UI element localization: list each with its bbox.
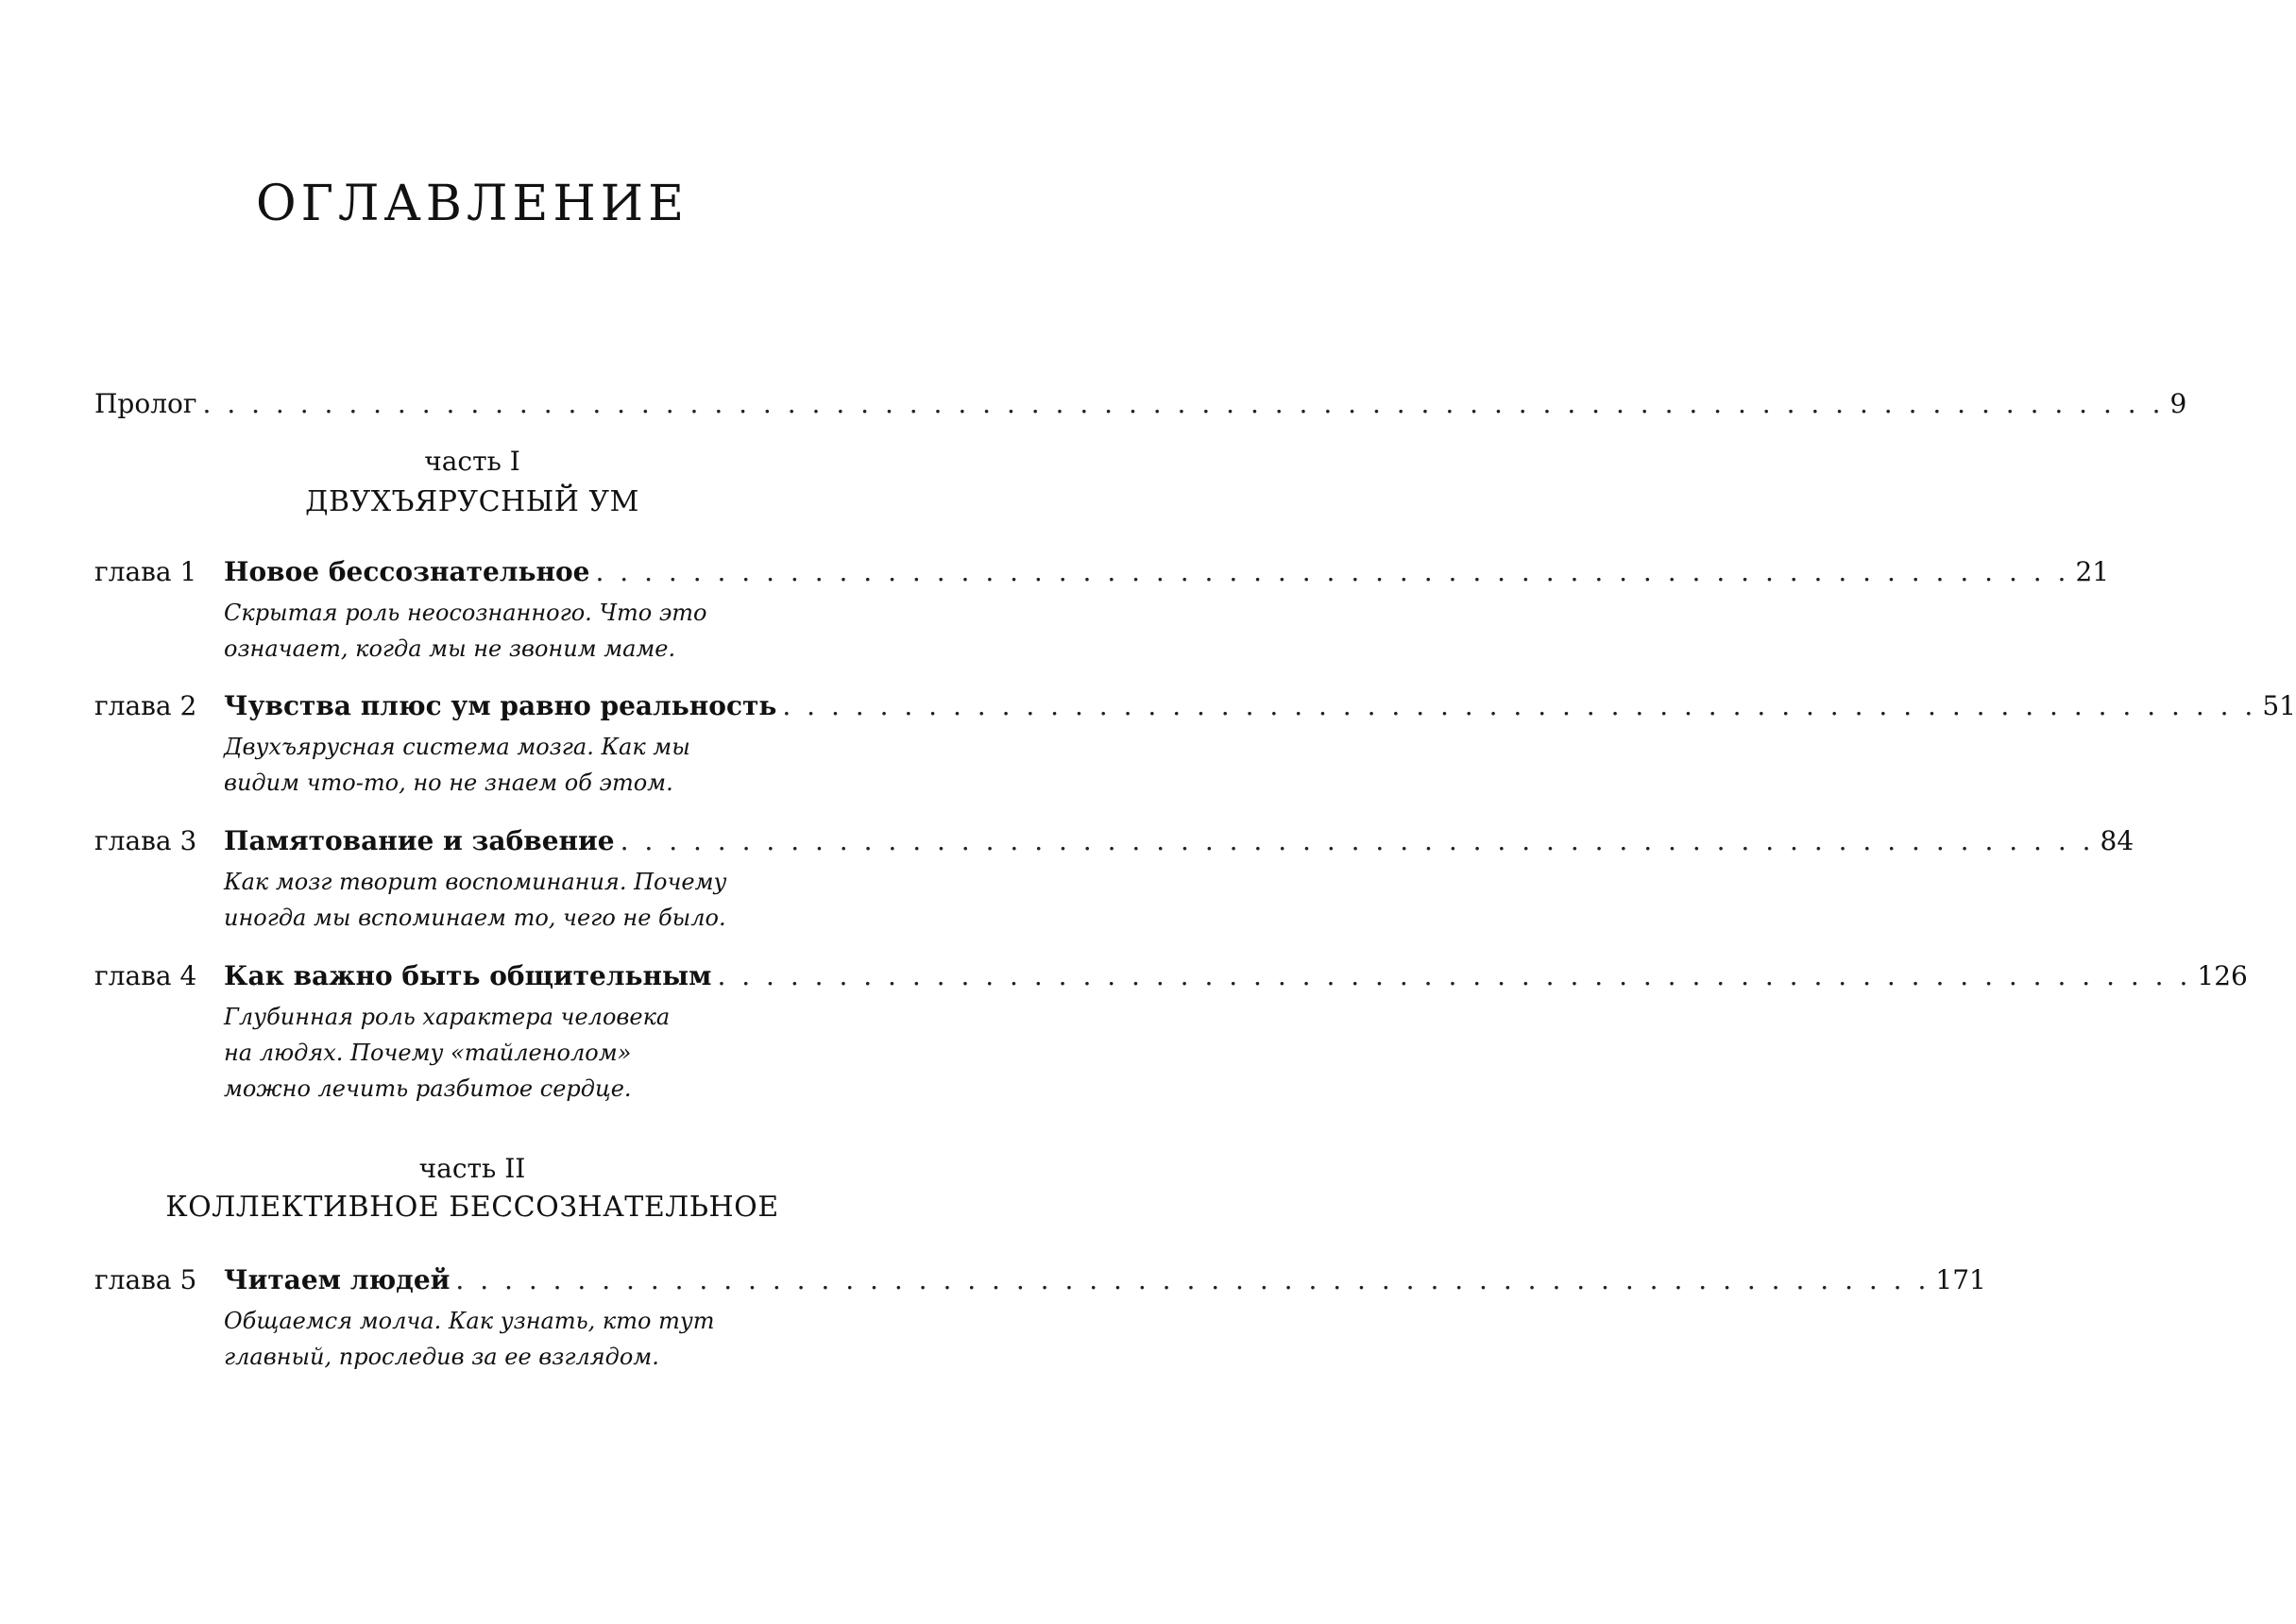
chapter-description bbox=[224, 729, 696, 801]
dot-leader: . . . . . . . . . . . . . . . . . . . . . . . . . . . . . . . . . . . . . . . . . . . . . . . . . . . . . . . . . . . . . bbox=[717, 960, 2192, 991]
chapter-title: Как важно быть общительным bbox=[224, 960, 712, 991]
chapter-description bbox=[224, 1303, 715, 1375]
part-label: часть II bbox=[418, 1153, 526, 1184]
chapter-title: Новое бессознательное bbox=[224, 556, 590, 587]
chapter-description bbox=[224, 864, 727, 936]
page-number: 21 bbox=[2075, 556, 2110, 587]
page-number: 84 bbox=[2100, 825, 2134, 856]
chapter-number: глава 2 bbox=[94, 690, 197, 721]
page-title: ОГЛАВЛЕНИЕ bbox=[255, 176, 689, 232]
chapter-number: глава 4 bbox=[94, 960, 197, 991]
description-line: можно лечить разбитое сердце. bbox=[224, 1075, 632, 1102]
description-line: иногда мы вспоминаем то, чего не было. bbox=[224, 905, 726, 931]
part-label: часть I bbox=[424, 446, 520, 477]
dot-leader: . . . . . . . . . . . . . . . . . . . . . . . . . . . . . . . . . . . . . . . . . . . . . . . . . . . . . . . . . . . . . bbox=[782, 690, 2257, 721]
dot-leader: . . . . . . . . . . . . . . . . . . . . . . . . . . . . . . . . . . . . . . . . . . . . . . . . . . . . . . . . . . . . . bbox=[455, 1264, 1930, 1295]
page-number: 51 bbox=[2262, 690, 2296, 721]
dot-leader: . . . . . . . . . . . . . . . . . . . . . . . . . . . . . . . . . . . . . . . . . . . . . . . . . . . . . . . . . . . . . bbox=[595, 556, 2070, 587]
description-line: Общаемся молча. Как узнать, кто тут bbox=[224, 1308, 715, 1334]
description-line: Скрытая роль неосознанного. Что это bbox=[224, 600, 707, 626]
dot-leader: . . . . . . . . . . . . . . . . . . . . . . . . . . . . . . . . . . . . . . . . . . . . . . . . . . . . . . . . . . . . . bbox=[620, 825, 2095, 856]
chapter-title: Памятование и забвение bbox=[224, 825, 615, 856]
chapter-number: глава 1 bbox=[94, 556, 197, 587]
description-line: видим что-то, но не знаем об этом. bbox=[224, 770, 673, 796]
page-number: 9 bbox=[2169, 388, 2187, 419]
chapter-title: Читаем людей bbox=[224, 1264, 451, 1295]
chapter-number: глава 3 bbox=[94, 825, 197, 856]
description-line: Как мозг творит воспоминания. Почему bbox=[224, 869, 727, 895]
chapter-title: Чувства плюс ум равно реальность bbox=[224, 690, 777, 721]
description-line: Глубинная роль характера человека bbox=[224, 1004, 671, 1030]
part-title: ДВУХЪЯРУСНЫЙ УМ bbox=[305, 485, 639, 518]
toc-entry-prologue[interactable] bbox=[94, 388, 2187, 419]
chapter-number: глава 5 bbox=[94, 1264, 197, 1295]
description-line: Двухъярусная система мозга. Как мы bbox=[224, 734, 690, 760]
description-line: на людях. Почему «тайленолом» bbox=[224, 1040, 632, 1066]
dot-leader: . . . . . . . . . . . . . . . . . . . . . . . . . . . . . . . . . . . . . . . . . . . . . . . . . . . . . . . . . . . . . . . . . . . . . . . . . . . . . . . . . bbox=[202, 388, 2165, 419]
page-number: 171 bbox=[1935, 1264, 1986, 1295]
description-line: главный, проследив за ее взглядом. bbox=[224, 1344, 659, 1370]
part-title: КОЛЛЕКТИВНОЕ БЕССОЗНАТЕЛЬНОЕ bbox=[165, 1191, 779, 1224]
chapter-description bbox=[224, 999, 696, 1107]
page-number: 126 bbox=[2197, 960, 2248, 991]
description-line: означает, когда мы не звоним маме. bbox=[224, 635, 676, 662]
entry-title: Пролог bbox=[94, 388, 197, 419]
chapter-description bbox=[224, 595, 707, 667]
